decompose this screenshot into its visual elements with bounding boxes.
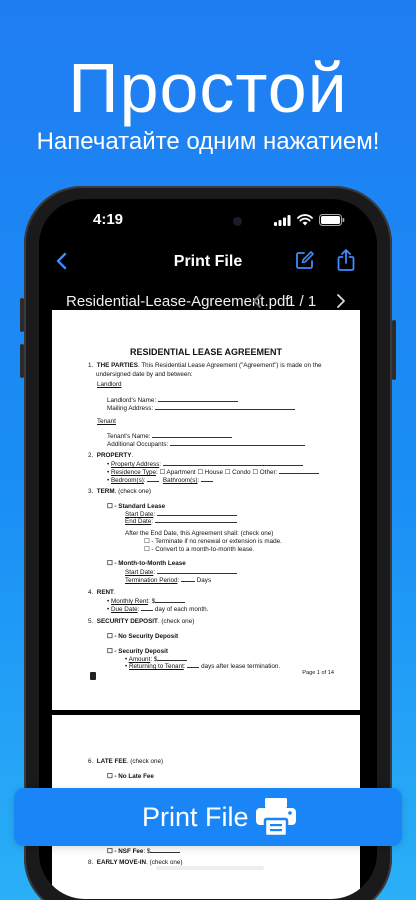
month-to-month-option: ☐ - Month-to-Month Lease — [107, 560, 186, 567]
document-logo-icon — [90, 672, 96, 680]
dynamic-island — [165, 208, 259, 234]
page-number: Page 1 of 14 — [302, 670, 334, 677]
section-rent: 4. RENT. — [88, 589, 116, 596]
status-icons — [274, 214, 345, 226]
start-date-field: Start Date: — [125, 510, 237, 520]
field-currency: : $ — [148, 598, 156, 605]
field-currency: : $ — [143, 848, 151, 855]
document-title: RESIDENTIAL LEASE AGREEMENT — [129, 347, 282, 357]
section-number: 8. — [88, 859, 94, 866]
section-heading: RENT — [96, 589, 114, 596]
status-time: 4:19 — [93, 211, 124, 228]
section-heading: TERM — [96, 488, 115, 495]
wifi-icon — [297, 214, 313, 226]
field-label: End Date — [125, 518, 152, 525]
field-label: Bathroom(s) — [162, 477, 198, 484]
section-text: . (check one) — [126, 758, 164, 765]
end-date-field: End Date: — [125, 517, 237, 527]
field-label: Mailing Address: — [107, 405, 154, 412]
next-page-icon[interactable] — [336, 293, 346, 309]
no-late-fee-option: ☐ - No Late Fee — [107, 773, 154, 780]
due-date-field: • Due Date: day of each month. — [107, 606, 209, 613]
status-bar — [39, 199, 377, 243]
section-property: 2. PROPERTY. — [88, 452, 134, 459]
nav-title: Print File — [173, 253, 243, 270]
field-label: Monthly Rent — [110, 598, 149, 605]
section-number: 6. — [88, 758, 94, 765]
residence-type-field: • Residence Type: ☐ Apartment ☐ House ☐ Condo ☐ Other: — [107, 468, 319, 478]
field-text: day of each month. — [154, 606, 209, 613]
termination-period-field: Termination Period: Days — [125, 577, 212, 584]
edit-icon[interactable] — [295, 250, 315, 270]
field-label: Amount — [128, 656, 151, 663]
field-label: Start Date — [125, 569, 154, 576]
section-term — [88, 488, 151, 497]
security-deposit-option: ☐ - Security Deposit — [107, 648, 168, 655]
power-button — [392, 320, 396, 380]
nsf-fee-field — [107, 847, 180, 857]
field-label: Additional Occupants: — [107, 441, 169, 448]
document-page-1[interactable] — [52, 310, 360, 710]
returning-field: • Returning to Tenant: days after lease termination. — [125, 663, 281, 670]
section-parties — [88, 362, 328, 379]
field-label: Due Date — [110, 606, 138, 613]
section-number: 4. — [88, 589, 94, 596]
printer-icon — [255, 797, 297, 837]
field-label: Residence Type — [110, 469, 157, 476]
print-file-button[interactable] — [14, 788, 402, 846]
camera-icon — [233, 217, 242, 226]
section-heading: EARLY MOVE-IN — [96, 859, 147, 866]
cellular-signal-icon — [274, 215, 291, 226]
property-address-field: • Property Address: — [107, 460, 303, 470]
terminate-option: ☐ - Terminate if no renewal or extension is made. — [144, 538, 282, 545]
field-label: Tenant's Name: — [107, 433, 151, 440]
monthly-rent-field: • Monthly Rent: $ — [107, 597, 185, 607]
section-heading: THE PARTIES — [96, 362, 138, 369]
no-security-deposit-option: ☐ - No Security Deposit — [107, 633, 179, 640]
field-label: Bedroom(s) — [110, 477, 144, 484]
amount-field: • Amount: $ — [125, 655, 187, 665]
file-name: Residential-Lease-Agreement.pdf — [66, 293, 290, 310]
hero-subtitle: Напечатайте одним нажатием! — [36, 128, 380, 155]
field-text: days after lease termination. — [201, 663, 281, 670]
field-label: Returning to Tenant — [128, 663, 184, 670]
field-label: Property Address — [110, 461, 160, 468]
landlord-heading: Landlord — [97, 381, 122, 388]
field-label: Termination Period — [125, 577, 178, 584]
section-number: 2. — [88, 452, 94, 459]
section-text: . (check one) — [157, 618, 195, 625]
volume-up-button — [20, 298, 24, 332]
battery-icon — [319, 214, 345, 226]
previous-page-icon[interactable] — [252, 293, 262, 309]
convert-option: ☐ - Convert to a month-to-month lease. — [144, 546, 255, 553]
section-text: undersigned date by and between: — [96, 370, 193, 378]
field-label: Start Date — [125, 511, 154, 518]
field-label: ☐ - NSF Fee — [107, 848, 144, 855]
section-text: . (check one) — [146, 859, 183, 866]
section-text: . (check one) — [114, 488, 152, 495]
page-indicator: 1 / 1 — [287, 293, 317, 310]
share-icon[interactable] — [337, 248, 355, 272]
hero-title: Простой — [68, 49, 348, 127]
section-heading: PROPERTY — [96, 452, 132, 459]
section-heading: SECURITY DEPOSIT — [96, 618, 158, 625]
section-late-fee — [88, 758, 163, 767]
section-heading: LATE FEE — [96, 758, 127, 765]
mailing-address-field — [107, 404, 295, 414]
field-unit: Days — [196, 577, 212, 584]
additional-occupants-field — [107, 440, 305, 450]
section-text: . This Residential Lease Agreement ("Agreement") is made on the — [137, 362, 322, 369]
section-number: 1. — [88, 362, 94, 369]
rooms-field: • Bedroom(s): Bathroom(s): — [107, 476, 213, 486]
section-number: 5. — [88, 618, 94, 625]
volume-down-button — [20, 344, 24, 378]
section-number: 3. — [88, 488, 94, 495]
after-end-text: After the End Date, this Agreement shall: (check one) — [125, 530, 274, 537]
standard-lease-option: ☐ - Standard Lease — [107, 503, 166, 510]
field-options: : ☐ Apartment ☐ House ☐ Condo ☐ Other: — [156, 469, 278, 476]
m2m-start-date-field: Start Date: — [125, 568, 237, 578]
print-file-label: Print File — [142, 802, 249, 832]
section-security-deposit — [88, 618, 194, 627]
field-label: Landlord's Name: — [107, 397, 157, 404]
tenant-heading: Tenant — [97, 418, 116, 425]
navigation-bar — [39, 243, 377, 283]
home-indicator — [156, 866, 264, 870]
